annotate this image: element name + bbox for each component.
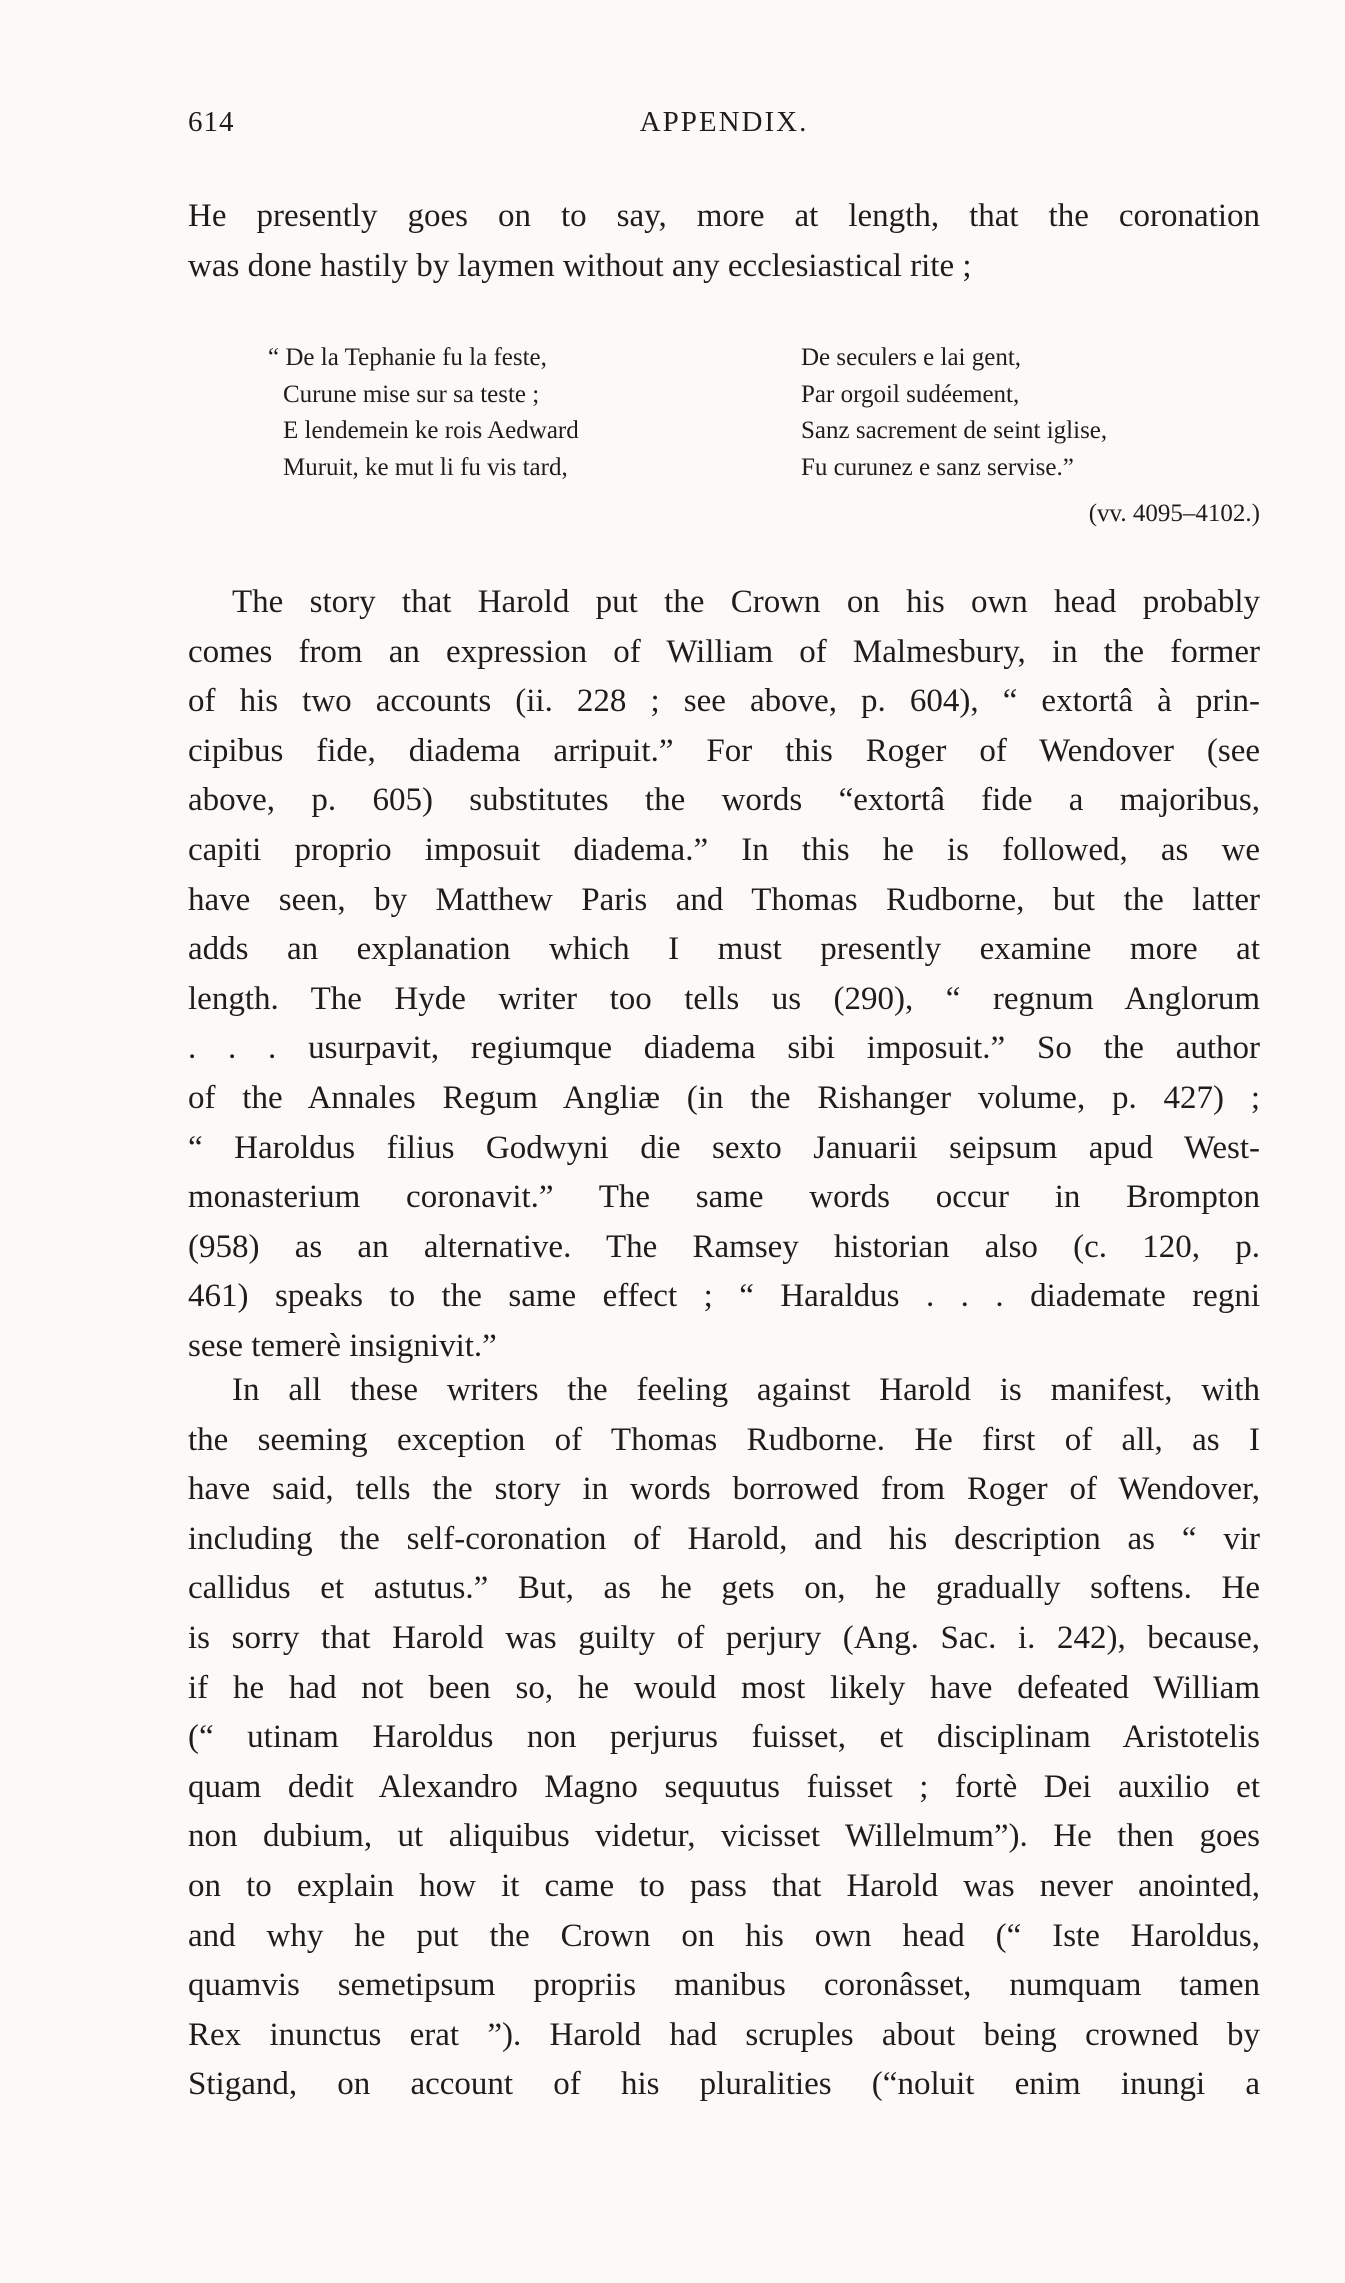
text-line: . . . usurpavit, regiumque diadema sibi imposuit.” So the author — [188, 1030, 1260, 1067]
text-line: cipibus fide, diadema arripuit.” For this Roger of Wendover (see — [188, 732, 1260, 769]
text-line: of the Annales Regum Angliæ (in the Rishanger volume, p. 427) ; — [188, 1079, 1260, 1116]
text-line: He presently goes on to say, more at length, that the coronation — [188, 198, 1260, 234]
verse-column-left — [268, 340, 579, 486]
intro-paragraph — [188, 192, 1260, 291]
text-line: the seeming exception of Thomas Rudborne. He first of all, as I — [188, 1421, 1260, 1458]
text-line: capiti proprio imposuit diadema.” In this he is followed, as we — [188, 831, 1260, 868]
verse-line: E lendemein ke rois Aedward — [283, 417, 579, 444]
paragraph-self-coronation — [188, 578, 1260, 1372]
text-line: have seen, by Matthew Paris and Thomas Rudborne, but the latter — [188, 881, 1260, 918]
text-line: adds an explanation which I must presently examine more at — [188, 931, 1260, 968]
paragraph-rudborne — [188, 1366, 1260, 2110]
verse-column-right — [801, 340, 1107, 486]
text-line: above, p. 605) substitutes the words “extortâ fide a majoribus, — [188, 782, 1260, 819]
text-line: have said, tells the story in words borrowed from Roger of Wendover, — [188, 1471, 1260, 1508]
text-line: 461) speaks to the same effect ; “ Haraldus . . . diademate regni — [188, 1278, 1260, 1315]
verse-line: De seculers e lai gent, — [801, 344, 1022, 371]
text-line: “ Haroldus filius Godwyni die sexto Januarii seipsum apud West- — [188, 1129, 1260, 1166]
text-line: sese temerè insignivit.” — [188, 1327, 497, 1364]
text-line: and why he put the Crown on his own head (“ Iste Haroldus, — [188, 1917, 1260, 1954]
verse-line: “ De la Tephanie fu la feste, — [268, 344, 547, 371]
text-line: length. The Hyde writer too tells us (290), “ regnum Anglorum — [188, 980, 1260, 1017]
verse-line: Par orgoil sudéement, — [801, 380, 1020, 408]
verse-line: Fu curunez e sanz servise.” — [801, 453, 1074, 481]
running-header — [188, 106, 1260, 150]
verse-line: Curune mise sur sa teste ; — [283, 380, 540, 408]
text-line: Rex inunctus erat ”). Harold had scruples about being crowned by — [188, 2016, 1260, 2053]
running-title: APPENDIX. — [639, 106, 809, 138]
verse-line: Muruit, ke mut li fu vis tard, — [283, 453, 568, 481]
text-line: (958) as an alternative. The Ramsey historian also (c. 120, p. — [188, 1228, 1260, 1265]
text-line: if he had not been so, he would most likely have defeated William — [188, 1669, 1260, 1706]
text-line: quamvis semetipsum propriis manibus coronâsset, numquam tamen — [188, 1967, 1260, 2004]
text-line: The story that Harold put the Crown on his own head probably — [232, 584, 1260, 620]
text-line: quam dedit Alexandro Magno sequutus fuisset ; fortè Dei auxilio et — [188, 1768, 1260, 1805]
text-line: on to explain how it came to pass that Harold was never anointed, — [188, 1867, 1260, 1904]
text-line: In all these writers the feeling against Harold is manifest, with — [232, 1372, 1260, 1408]
text-line: callidus et astutus.” But, as he gets on, he gradually softens. He — [188, 1570, 1260, 1607]
text-line: is sorry that Harold was guilty of perjury (Ang. Sac. i. 242), because, — [188, 1619, 1260, 1656]
text-line: including the self-coronation of Harold, and his description as “ vir — [188, 1520, 1260, 1557]
text-line: (“ utinam Haroldus non perjurus fuisset, et disciplinam Aristotelis — [188, 1719, 1260, 1756]
text-line: of his two accounts (ii. 228 ; see above, p. 604), “ extortâ à prin- — [188, 683, 1260, 720]
verse-line: Sanz sacrement de seint iglise, — [801, 417, 1108, 444]
text-line: non dubium, ut aliquibus videtur, vicisset Willelmum”). He then goes — [188, 1818, 1260, 1855]
text-line: was done hastily by laymen without any ecclesiastical rite ; — [188, 247, 972, 284]
text-line: Stigand, on account of his pluralities (“noluit enim inungi a — [188, 2066, 1260, 2103]
verse-reference: (vv. 4095–4102.) — [1088, 500, 1260, 527]
page-number: 614 — [188, 106, 235, 138]
text-line: monasterium coronavit.” The same words occur in Brompton — [188, 1179, 1260, 1216]
text-line: comes from an expression of William of Malmesbury, in the former — [188, 633, 1260, 670]
